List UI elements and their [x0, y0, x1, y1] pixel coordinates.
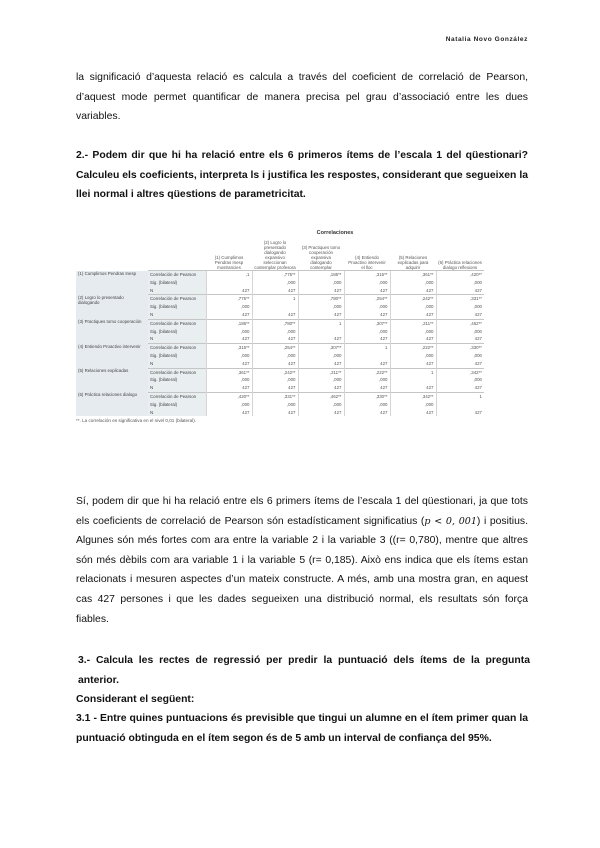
- table-stat-name: Correlación de Pearson: [148, 392, 206, 400]
- table-cell: ,000: [436, 328, 484, 336]
- table-cell: 1: [252, 295, 298, 303]
- table-cell: ,000: [344, 279, 390, 287]
- table-cell: 427: [344, 335, 390, 343]
- answer-part1: Sí, podem dir que hi ha relació entre els 6 primers ítems de l’escala 1 del qüestionari, ja que tots els coeficients de correlació de Pearson són estadísticament significatius (: [76, 496, 528, 527]
- table-cell: 1: [344, 344, 390, 352]
- table-cell: 427: [252, 335, 298, 343]
- table-cell: ,462**: [436, 319, 484, 327]
- table-cell: ,000: [252, 279, 298, 287]
- table-row-label: (6) Práctica relaciones dialogo: [76, 392, 148, 416]
- table-cell: ,330**: [436, 344, 484, 352]
- page-header-author: Natalia Novo González: [445, 36, 528, 43]
- table-cell: [436, 401, 484, 409]
- table-cell: ,000: [298, 401, 344, 409]
- table-cell: ,000: [390, 401, 436, 409]
- table-header-blank: [148, 236, 206, 271]
- table-cell: ,000: [298, 279, 344, 287]
- table-stat-name: Sig. (bilateral): [148, 328, 206, 336]
- table-cell: ,331**: [436, 295, 484, 303]
- table-cell: ,000: [436, 352, 484, 360]
- table-cell: ,242**: [390, 295, 436, 303]
- table-stat-name: N: [148, 409, 206, 417]
- table-row: [76, 344, 484, 352]
- table-row-label: (3) Practiques tomo cooperación: [76, 319, 148, 343]
- question-3-1: 3.1 - Entre quines puntuacions és previsible que tingui un alumne en el ítem primer quan la puntuació obtinguda en el ítem segon és de 5 amb un interval de confiança del 95%.: [76, 713, 528, 744]
- table-cell: ,000: [390, 303, 436, 311]
- table-stat-name: N: [148, 287, 206, 295]
- table-stat-name: N: [148, 384, 206, 392]
- question-3-considering: Considerant el següent:: [76, 694, 195, 705]
- table-column-header: (5) Relaciones explicadas para adquirir: [397, 255, 429, 270]
- table-cell: 427: [390, 287, 436, 295]
- table-stat-name: N: [148, 335, 206, 343]
- table-cell: ,000: [344, 303, 390, 311]
- table-cell: 427: [252, 360, 298, 368]
- table-cell: 427: [206, 384, 252, 392]
- table-cell: ,307**: [344, 319, 390, 327]
- table-cell: 427: [390, 311, 436, 319]
- table-cell: ,000: [390, 352, 436, 360]
- table-cell: ,775**: [252, 271, 298, 279]
- table-cell: ,330**: [344, 392, 390, 400]
- table-column-header: (2) Logro lo presentado dialogando expansivo seleccionan contemplar profesora: [254, 240, 296, 270]
- table-cell: ,000: [206, 328, 252, 336]
- table-stat-name: Sig. (bilateral): [148, 279, 206, 287]
- table-cell: 427: [390, 335, 436, 343]
- table-cell: 427: [390, 360, 436, 368]
- table-stat-name: Correlación de Pearson: [148, 368, 206, 376]
- table-cell: ,242**: [252, 368, 298, 376]
- table-cell: 427: [298, 360, 344, 368]
- table-header-blank: [76, 236, 148, 271]
- table-cell: 427: [390, 409, 436, 417]
- table-cell: ,000: [436, 376, 484, 384]
- table-cell: 427: [436, 409, 484, 417]
- table-title: Correlaciones: [316, 230, 354, 236]
- table-cell: 427: [252, 409, 298, 417]
- table-cell: [206, 279, 252, 287]
- table-cell: 427: [298, 335, 344, 343]
- table-cell: ,000: [298, 352, 344, 360]
- table-cell: ,361**: [206, 368, 252, 376]
- table-note: **. La correlación es significativa en el nivel 0,01 (bilateral).: [76, 418, 197, 424]
- table-cell: 427: [252, 311, 298, 319]
- table-cell: ,307**: [298, 344, 344, 352]
- table-stat-name: N: [148, 360, 206, 368]
- table-column-header: (3) Practiques tomo cooperación expansiva dialogando contemplar: [301, 245, 341, 270]
- table-cell: [252, 303, 298, 311]
- table-cell: ,222**: [390, 344, 436, 352]
- table-cell: ,000: [390, 279, 436, 287]
- table-cell: ,000: [206, 303, 252, 311]
- table-stat-name: Correlación de Pearson: [148, 271, 206, 279]
- correlation-table: [76, 236, 484, 416]
- table-cell: ,462**: [298, 392, 344, 400]
- table-cell: 427: [252, 384, 298, 392]
- table-cell: 427: [344, 287, 390, 295]
- answer-paragraph: [76, 492, 528, 629]
- table-cell: 427: [436, 287, 484, 295]
- table-stat-name: Correlación de Pearson: [148, 344, 206, 352]
- table-cell: ,000: [436, 279, 484, 287]
- table-cell: ,000: [344, 401, 390, 409]
- table-cell: ,000: [252, 376, 298, 384]
- table-stat-name: Sig. (bilateral): [148, 376, 206, 384]
- table-cell: ,000: [252, 352, 298, 360]
- table-cell: 427: [298, 287, 344, 295]
- table-cell: ,315**: [206, 344, 252, 352]
- table-cell: ,254**: [252, 344, 298, 352]
- table-cell: 427: [206, 409, 252, 417]
- table-cell: ,254**: [344, 295, 390, 303]
- table-cell: ,000: [344, 376, 390, 384]
- table-cell: 427: [206, 311, 252, 319]
- table-cell: ,342**: [436, 368, 484, 376]
- table-cell: [344, 352, 390, 360]
- table-row-label: (4) Entiendo Proactivo intervenir: [76, 344, 148, 368]
- table-cell: [298, 328, 344, 336]
- table-row: [76, 319, 484, 327]
- answer-part2: ) i positius. Algunes són més fortes com ara entre la variable 2 i la variable 3 ((r= 0,780), mentre que altres són més dèbils com ara variable 1 i la variable 5 (r= 0,185). Això ens indica que els ítems estan relacionats i mesuren aspectes d’un mateix constructe. A més, amb una mostra gran, en aquest cas 427 persones i que les dades segueixen una distribució normal, els resultats són força fiables.: [76, 515, 528, 625]
- table-cell: 427: [390, 384, 436, 392]
- table-stat-name: N: [148, 311, 206, 319]
- table-cell: 1: [390, 368, 436, 376]
- table-cell: 427: [298, 311, 344, 319]
- table-cell: ,331**: [252, 392, 298, 400]
- table-cell: ,342**: [390, 392, 436, 400]
- table-cell: ,361**: [390, 271, 436, 279]
- table-cell: 427: [436, 384, 484, 392]
- table-cell: 427: [344, 384, 390, 392]
- intro-paragraph: la significació d’aquesta relació es calcula a través del coeficient de correlació de Pearson, d’aquest mode permet quantificar de manera precisa pel grau d’associació entre les dues variables.: [76, 72, 528, 123]
- table-cell: 427: [206, 287, 252, 295]
- table-row: [76, 295, 484, 303]
- table-cell: ,420**: [206, 392, 252, 400]
- table-cell: 427: [344, 311, 390, 319]
- table-cell: ,000: [206, 401, 252, 409]
- table-row: [76, 392, 484, 400]
- table-row-label: (2) Logro lo presentado dialogando: [76, 295, 148, 319]
- table-cell: ,000: [252, 401, 298, 409]
- table-cell: 1: [298, 319, 344, 327]
- table-cell: ,315**: [344, 271, 390, 279]
- correlation-table-image: [76, 230, 484, 423]
- table-cell: ,420**: [436, 271, 484, 279]
- table-stat-name: Sig. (bilateral): [148, 352, 206, 360]
- table-column-header: (6) Práctica relaciones dialogo reflexions: [438, 260, 482, 270]
- table-cell: 427: [252, 287, 298, 295]
- table-cell: ,000: [298, 303, 344, 311]
- table-cell: ,211**: [298, 368, 344, 376]
- table-cell: ,780**: [298, 295, 344, 303]
- table-cell: 427: [344, 409, 390, 417]
- table-cell: ,000: [252, 328, 298, 336]
- table-cell: 427: [436, 311, 484, 319]
- table-cell: ,000: [436, 303, 484, 311]
- table-cell: 1: [436, 392, 484, 400]
- table-stat-name: Correlación de Pearson: [148, 295, 206, 303]
- table-row: [76, 271, 484, 279]
- table-cell: [390, 376, 436, 384]
- table-cell: ,185**: [206, 319, 252, 327]
- table-cell: 427: [436, 335, 484, 343]
- table-cell: ,211**: [390, 319, 436, 327]
- table-cell: ,222**: [344, 368, 390, 376]
- table-row-label: (1) Cumplimos Pendras Inesp: [76, 271, 148, 295]
- question-2: 2.- Podem dir que hi ha relació entre els 6 primeros ítems de l’escala 1 del qüestionari? Calculeu els coeficients, interpreta ls i justifica les respostes, considerant que segueixen la llei normal i altres qüestions de parametricitat.: [76, 150, 528, 201]
- table-cell: ,000: [298, 376, 344, 384]
- table-cell: 427: [206, 335, 252, 343]
- table-stat-name: Sig. (bilateral): [148, 303, 206, 311]
- answer-math: p < 0, 001: [424, 515, 477, 527]
- table-cell: 427: [436, 360, 484, 368]
- table-cell: ,000: [206, 352, 252, 360]
- table-stat-name: Correlación de Pearson: [148, 319, 206, 327]
- table-cell: ,1: [206, 271, 252, 279]
- table-header-row: [76, 236, 484, 271]
- table-cell: 427: [344, 360, 390, 368]
- table-cell: 427: [298, 409, 344, 417]
- table-cell: ,000: [206, 376, 252, 384]
- table-cell: ,775**: [206, 295, 252, 303]
- table-cell: ,780**: [252, 319, 298, 327]
- table-stat-name: Sig. (bilateral): [148, 401, 206, 409]
- table-cell: ,000: [344, 328, 390, 336]
- table-cell: 427: [206, 360, 252, 368]
- question-3-title: 3.- Calcula les rectes de regressió per predir la puntuació dels ítems de la pregunta anterior.: [78, 655, 530, 686]
- table-row: [76, 368, 484, 376]
- table-cell: 427: [298, 384, 344, 392]
- table-cell: ,185**: [298, 271, 344, 279]
- table-row-label: (5) Relaciones explicadas: [76, 368, 148, 392]
- table-column-header: (4) Entiendo Proactivo intervenir el lloc: [348, 255, 386, 270]
- table-column-header: (1) Cumplimos Pendras Inesp mostrancies: [214, 255, 244, 270]
- table-cell: ,000: [390, 328, 436, 336]
